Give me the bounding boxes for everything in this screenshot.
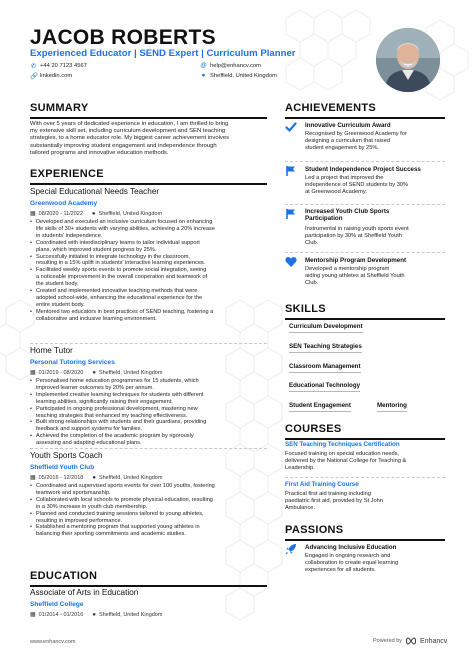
location-pin-icon: ●: [92, 474, 96, 481]
summary-line: strategies, to a home educator role. My biggest career achievement involves: [30, 135, 230, 142]
calendar-icon: ▦: [30, 612, 36, 618]
list-item: • Participated in ongoing professional development, mastering new teaching strategies that enhanced my teaching effectiveness.: [30, 406, 272, 420]
skills-divider: [285, 318, 445, 320]
list-item: • Mentored two educators in best practices of SEND teaching, fostering a collaborative and inclusive learning environment.: [30, 309, 272, 323]
list-item: • Coordinated and supervised sports events for over 100 youths, fostering teamwork and sportsmanship.: [30, 483, 272, 497]
course-title: First Aid Training Course: [285, 481, 359, 488]
contact-location: [200, 72, 277, 79]
education-divider: [30, 585, 267, 587]
location-pin-icon: ●: [92, 611, 96, 618]
achievement-divider: [285, 204, 445, 205]
contact-phone: [30, 62, 87, 70]
summary-line: With over 5 years of dedicated experience in education, I am thrilled to bring: [30, 121, 229, 127]
experience-heading: EXPERIENCE: [30, 168, 104, 180]
enhancv-logo-icon: [405, 637, 417, 645]
job-location: Sheffield, United Kingdom: [98, 369, 163, 376]
contact-linkedin[interactable]: [30, 72, 72, 80]
job-meta: [30, 210, 162, 217]
summary-line: substantially improving student engagement and independence through: [30, 142, 217, 149]
skill-tag: Classroom Management: [289, 363, 361, 373]
job-meta: [30, 474, 162, 481]
achievement-desc: Developed a mentorship program aiding young athletes at Sheffield Youth Club.: [305, 266, 405, 286]
education-dates: 01/2014 - 01/2016: [38, 611, 84, 618]
job-divider: [30, 343, 267, 344]
footer-website[interactable]: www.enhancv.com: [30, 639, 76, 645]
company-name: Personal Tutoring Services: [30, 359, 115, 366]
company-name: Sheffield Youth Club: [30, 464, 95, 471]
passions-divider: [285, 539, 445, 541]
passions-heading: PASSIONS: [285, 524, 344, 536]
job-divider: [30, 448, 267, 449]
job-location: Sheffield, United Kingdom: [98, 210, 163, 217]
job-title: Youth Sports Coach: [30, 451, 103, 460]
achievement-desc: Led a project that improved the independence of SEND students by 30% at Greenwood Academy.: [305, 175, 409, 195]
company-name: Greenwood Academy: [30, 200, 98, 207]
experience-divider: [30, 183, 267, 185]
location-pin-icon: ●: [91, 210, 96, 217]
job-meta: [30, 369, 162, 376]
job-bullets: [30, 483, 272, 538]
course-desc: Practical first aid training including paediatric first aid, provided by St John Ambulance.: [285, 491, 384, 511]
location-text: Sheffield, United Kingdom: [210, 72, 277, 79]
skill-tag: SEN Teaching Strategies: [289, 343, 362, 353]
summary-text: [30, 121, 270, 157]
powered-by-text: Powered by: [373, 638, 403, 644]
achievement-divider: [285, 252, 445, 253]
achievement-title: Mentorship Program Development: [305, 257, 407, 264]
job-location: Sheffield, United Kingdom: [98, 474, 163, 481]
summary-line: my extensive skill set, including curriculum development and SEN teaching: [30, 128, 226, 135]
at-sign-icon: @: [200, 62, 207, 69]
list-item: • Built strong relationships with students and their guardians, providing feedback and support systems for families.: [30, 419, 272, 433]
flag-icon: [285, 208, 297, 220]
skill-tag: Student Engagement: [289, 402, 351, 412]
summary-heading: SUMMARY: [30, 102, 89, 114]
list-item: • Successfully initiated to integrate technology in the classroom, resulting in a 15% uplift in students' interactive learning experiences.: [30, 254, 272, 268]
achievement-desc: Instrumental in raising youth sports event participation by 30% at Sheffield Youth Club.: [305, 226, 409, 246]
candidate-name: JACOB ROBERTS: [30, 26, 216, 49]
job-dates: 08/2020 - 11/2022: [38, 210, 83, 217]
job-dates: 05/2016 - 12/2018: [38, 474, 84, 481]
candidate-title: Experienced Educator | SEND Expert | Curriculum Planner: [30, 48, 296, 59]
list-item: • Created and implemented innovative teaching methods that were adopted school-wide, enhancing the educational experience for the entire student body.: [30, 288, 272, 309]
courses-heading: COURSES: [285, 423, 342, 435]
list-item: • Implemented creative learning techniques for students with different learning abilities, significantly raising their engagement.: [30, 392, 272, 406]
calendar-icon: ▦: [30, 475, 36, 481]
education-meta: [30, 611, 162, 618]
course-desc: Focused training on special education needs, delivered by the National College for Teaching & Leadership.: [285, 451, 407, 471]
check-icon: [285, 121, 297, 133]
skill-tag: Educational Technology: [289, 382, 360, 392]
achievement-title: Increased Youth Club Sports Participation: [305, 208, 390, 223]
job-dates: 01/2019 - 08/2020: [38, 369, 84, 376]
list-item: • Developed and executed an inclusive curriculum focused on enhancing life skills of 30+ students with varying abilities, achieving a 20% increase in students' independence.: [30, 219, 272, 240]
list-item: • Personalised home education programmes for 15 students, which improved learner outcomes by 20% per annum.: [30, 378, 272, 392]
passion-desc: Engaged in ongoing research and collaboration to create equal learning experiences for all students.: [305, 553, 399, 573]
job-bullets: [30, 378, 272, 447]
achievement-divider: [285, 161, 445, 162]
list-item: • Planned and conducted training sessions tailored to young athletes, resulting in improved performance.: [30, 511, 272, 525]
location-pin-icon: ●: [92, 369, 96, 376]
achievements-heading: ACHIEVEMENTS: [285, 102, 376, 114]
link-icon: 🔗: [30, 73, 39, 80]
calendar-icon: ▦: [30, 370, 36, 376]
summary-line: tailored programs and innovative education methods.: [30, 149, 169, 156]
footer-powered-by: [373, 637, 447, 645]
list-item: • Facilitated weekly sports events to promote social integration, seeing a noticeable improvement in the overall cooperation and teamwork of the student body.: [30, 267, 272, 288]
job-bullets: [30, 219, 272, 323]
achievement-title: Student Independence Project Success: [305, 166, 421, 173]
passion-title: Advancing Inclusive Education: [305, 544, 397, 551]
achievements-divider: [285, 117, 445, 119]
brand-name: Enhancv: [420, 637, 448, 645]
achievement-title: Innovative Curriculum Award: [305, 122, 391, 129]
courses-divider: [285, 438, 445, 440]
skills-heading: SKILLS: [285, 303, 326, 315]
phone-icon: ✆: [30, 63, 37, 70]
course-title: SEN Teaching Techniques Certification: [285, 441, 400, 448]
list-item: • Coordinated with interdisciplinary teams to tailor individual support plans, which improved student progress by 25%.: [30, 240, 272, 254]
contact-email[interactable]: [200, 62, 261, 69]
degree-title: Associate of Arts in Education: [30, 588, 139, 597]
heart-icon: [285, 256, 297, 268]
profile-photo: [376, 28, 440, 92]
list-item: • Achieved the completion of the academic program by rigorously assessing and adapting educational plans.: [30, 433, 272, 447]
phone-text: +44 20 7123 4567: [40, 63, 87, 69]
flag-icon: [285, 165, 297, 177]
rocket-icon: [285, 543, 297, 555]
education-heading: EDUCATION: [30, 570, 98, 582]
job-title: Home Tutor: [30, 346, 73, 355]
list-item: • Collaborated with local schools to promote physical education, resulting in a 30% increase in youth club membership.: [30, 497, 272, 511]
calendar-icon: ▦: [30, 211, 36, 217]
list-item: • Established a mentoring program that supported young athletes in balancing their sporting commitments and academic studies.: [30, 524, 272, 538]
job-title: Special Educational Needs Teacher: [30, 187, 160, 196]
location-pin-icon: ●: [201, 72, 206, 79]
achievement-desc: Recognised by Greenwood Academy for designing a curriculum that raised student engagement by 25%.: [305, 131, 407, 151]
school-name: Sheffield College: [30, 601, 84, 608]
education-location: Sheffield, United Kingdom: [98, 611, 163, 618]
email-text[interactable]: help@enhancv.com: [210, 62, 261, 69]
course-divider: [285, 477, 445, 478]
summary-divider: [30, 117, 267, 119]
skill-tag: Mentoring: [377, 402, 407, 412]
linkedin-text[interactable]: linkedin.com: [40, 73, 73, 79]
skill-tag: Curriculum Development: [289, 323, 363, 333]
